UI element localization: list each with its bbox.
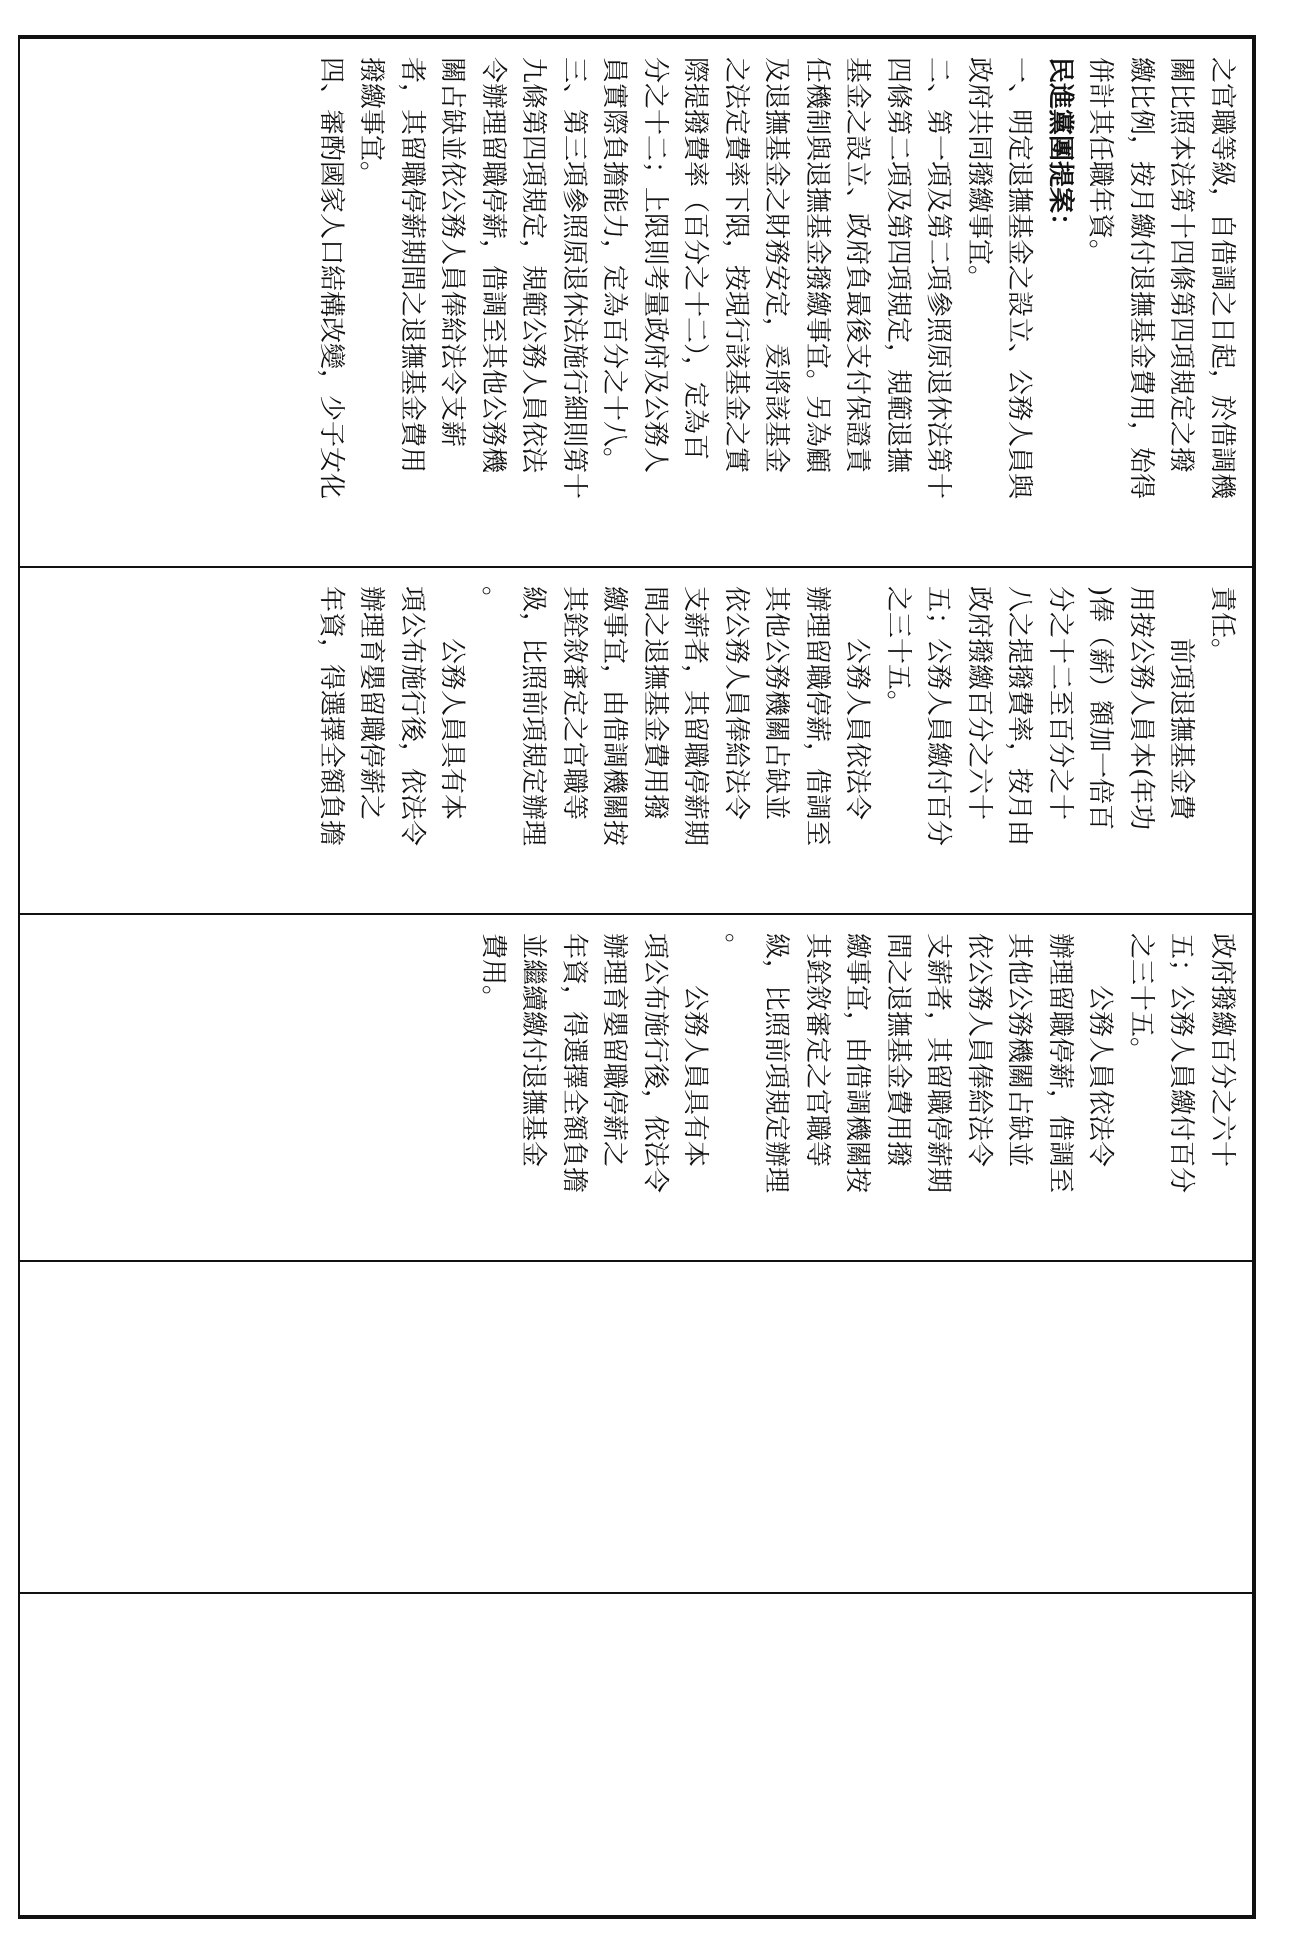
text-line: 分之十二；上限則考量政府及公務人 <box>640 57 670 474</box>
text-line: 項公布施行後，依法令 <box>640 933 670 1194</box>
text-line: 之法定費率下限，按現行該基金之實 <box>721 57 751 474</box>
text-line: 其銓敘審定之官職等 <box>559 586 589 821</box>
text-line: 繳事宜，由借調機關按 <box>842 933 873 1194</box>
text-line: 繳事宜，由借調機關按 <box>599 586 630 847</box>
proposal-heading: 民進黨團提案： <box>1045 57 1075 240</box>
text-line: 三、第三項參照原退休法施行細則第十 <box>559 57 589 500</box>
text-line: 其他公務機關占缺並 <box>1004 933 1035 1168</box>
text-line: 四條第二項及第四項規定，規範退撫 <box>883 57 913 474</box>
explanation-text <box>311 57 1243 499</box>
text-line: 間之退撫基金費用撥 <box>640 586 670 821</box>
text-line: 政府共同撥繳事宜。 <box>964 57 994 292</box>
text-line: 辦理留職停薪，借調至 <box>802 586 832 847</box>
text-line: 公務人員依法令 <box>1085 933 1116 1168</box>
text-line: 公務人員依法令 <box>842 586 873 821</box>
text-line: 並繼續繳付退撫基金 <box>518 933 549 1168</box>
current-provision-text <box>311 586 1243 846</box>
text-line: 八之提撥費率，按月由 <box>1004 586 1035 847</box>
text-line: 員實際負擔能力，定為百分之十八。 <box>599 57 630 474</box>
text-line: 之官職等級，自借調之日起，於借調機 <box>1207 57 1237 500</box>
text-line: 一、明定退撫基金之設立、公務人員與 <box>1004 57 1035 500</box>
text-line: 五；公務人員繳付百分 <box>923 586 954 847</box>
text-line: 任機制與退撫基金撥繳事宜。另為顧 <box>802 57 832 474</box>
text-line: 撥繳事宜。 <box>356 57 387 188</box>
text-line: 二、第一項及第二項參照原退休法第十 <box>923 57 954 500</box>
text-line: 責任。 <box>1207 586 1237 665</box>
text-line: 繳比例，按月繳付退撫基金費用，始得 <box>1126 57 1156 500</box>
text-line: )俸（薪）額加一倍百 <box>1085 586 1116 831</box>
text-line: 政府撥繳百分之六十 <box>1207 933 1237 1168</box>
text-line: 關比照本法第十四條第四項規定之撥 <box>1166 57 1197 474</box>
text-line: 關占缺並依公務人員俸給法令支薪 <box>437 57 468 448</box>
text-line: 級，比照前項規定辦理 <box>518 586 549 847</box>
text-line: 間之退撫基金費用撥 <box>883 933 913 1168</box>
text-line: 九條第四項規定，規範公務人員依法 <box>518 57 549 474</box>
text-line: 辦理育嬰留職停薪之 <box>356 586 387 821</box>
text-line: 辦理留職停薪，借調至 <box>1045 933 1075 1194</box>
text-line: 分之十二至百分之十 <box>1045 586 1075 821</box>
text-line: 年資，得選擇全額負擔 <box>316 586 346 847</box>
text-line: 前項退撫基金費 <box>1166 586 1197 821</box>
table-right-border <box>1252 35 1256 1919</box>
text-line: 依公務人員俸給法令 <box>721 586 751 821</box>
text-line: 辦理育嬰留職停薪之 <box>599 933 630 1168</box>
text-line: 基金之設立、政府負最後支付保證責 <box>842 57 873 474</box>
cell-proposed-provision <box>20 915 1252 1260</box>
text-line: 依公務人員俸給法令 <box>964 933 994 1168</box>
text-line: 政府撥繳百分之六十 <box>964 586 994 821</box>
text-line: 支薪者，其留職停薪期 <box>680 586 711 847</box>
text-line: 項公布施行後，依法令 <box>397 586 427 847</box>
text-line: 令辦理留職停薪，借調至其他公務機 <box>478 57 508 474</box>
text-line: 公務人員具有本 <box>680 933 711 1168</box>
cell-empty-1 <box>20 1262 1252 1592</box>
text-line: 之三十五。 <box>883 586 913 717</box>
text-line: 。 <box>721 933 751 960</box>
text-line: 公務人員具有本 <box>437 586 468 821</box>
text-line: 其他公務機關占缺並 <box>761 586 792 821</box>
text-line: 及退撫基金之財務安定，爰將該基金 <box>761 57 792 474</box>
text-line: 四、審酌國家人口結構改變，少子女化 <box>316 57 346 500</box>
text-line: 其銓敘審定之官職等 <box>802 933 832 1168</box>
text-line: 費用。 <box>478 933 508 1012</box>
cell-current-provision <box>20 568 1252 913</box>
text-line: 之三十五。 <box>1126 933 1156 1064</box>
text-line: 者，其留職停薪期間之退撫基金費用 <box>397 57 427 474</box>
text-line: 五；公務人員繳付百分 <box>1166 933 1197 1194</box>
cell-explanation <box>20 39 1252 566</box>
text-line: 用按公務人員本(年功 <box>1126 586 1156 831</box>
text-line: 年資，得選擇全額負擔 <box>559 933 589 1194</box>
text-line: 際提撥費率（百分之十二），定為百 <box>680 57 711 461</box>
proposed-provision-text <box>473 933 1243 1193</box>
text-line: 支薪者，其留職停薪期 <box>923 933 954 1194</box>
text-line: 級，比照前項規定辦理 <box>761 933 792 1194</box>
cell-empty-2 <box>20 1594 1252 1915</box>
text-line: 併計其任職年資。 <box>1085 57 1116 266</box>
text-line: 。 <box>478 586 508 613</box>
table-bottom-border <box>18 1915 1256 1919</box>
